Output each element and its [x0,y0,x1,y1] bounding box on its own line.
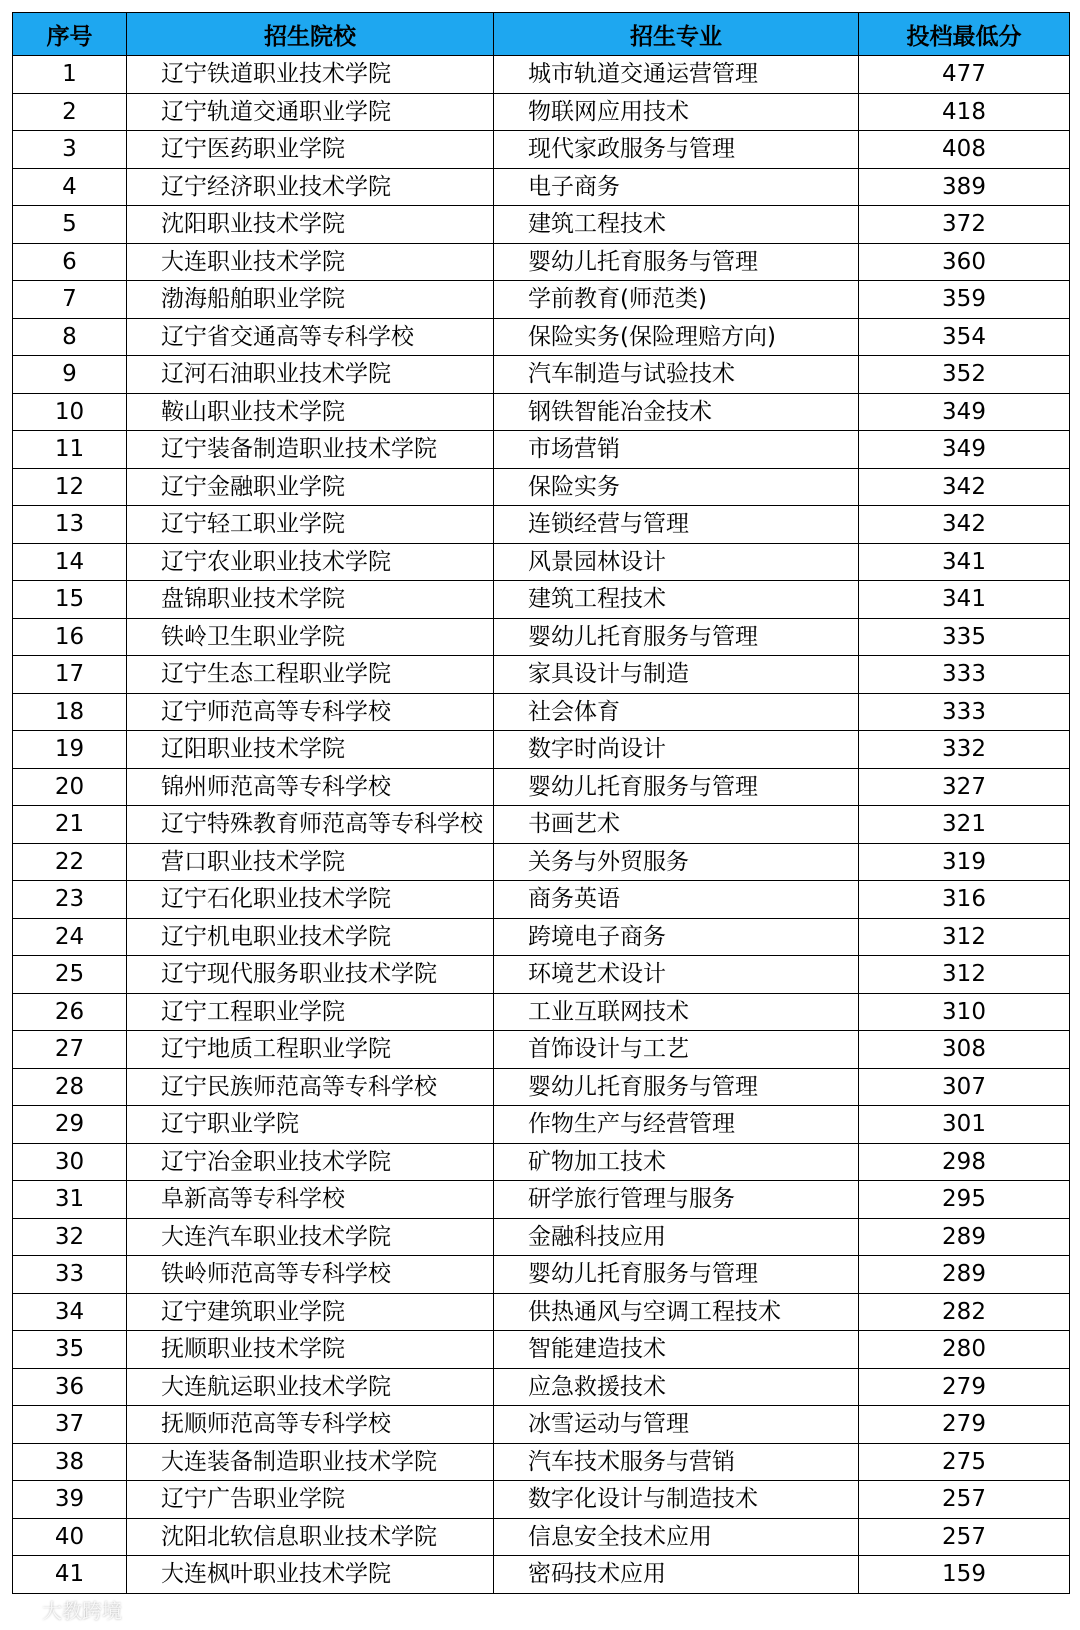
cell-school: 辽宁职业学院 [127,1106,494,1144]
table-row [13,1406,1070,1444]
table-row [13,318,1070,356]
table-row [13,881,1070,919]
cell-min-score: 310 [859,993,1070,1031]
cell-number: 39 [13,1481,127,1519]
cell-major: 数字化设计与制造技术 [494,1481,859,1519]
cell-number: 29 [13,1106,127,1144]
cell-min-score: 418 [859,93,1070,131]
cell-major: 电子商务 [494,168,859,206]
cell-min-score: 289 [859,1218,1070,1256]
cell-major: 书画艺术 [494,806,859,844]
cell-number: 20 [13,768,127,806]
table-row [13,1106,1070,1144]
cell-min-score: 312 [859,956,1070,994]
cell-school: 辽宁金融职业学院 [127,468,494,506]
cell-min-score: 408 [859,131,1070,169]
cell-school: 铁岭师范高等专科学校 [127,1256,494,1294]
cell-min-score: 301 [859,1106,1070,1144]
cell-number: 27 [13,1031,127,1069]
cell-min-score: 159 [859,1556,1070,1594]
cell-min-score: 327 [859,768,1070,806]
cell-min-score: 312 [859,918,1070,956]
table-body [13,56,1070,1594]
cell-number: 32 [13,1218,127,1256]
cell-school: 辽宁工程职业学院 [127,993,494,1031]
cell-school: 辽宁冶金职业技术学院 [127,1143,494,1181]
table-row [13,206,1070,244]
table-row [13,806,1070,844]
cell-major: 建筑工程技术 [494,206,859,244]
cell-number: 8 [13,318,127,356]
cell-number: 26 [13,993,127,1031]
table-row [13,506,1070,544]
cell-major: 保险实务 [494,468,859,506]
cell-school: 大连航运职业技术学院 [127,1368,494,1406]
cell-number: 30 [13,1143,127,1181]
cell-major: 汽车制造与试验技术 [494,356,859,394]
cell-school: 阜新高等专科学校 [127,1181,494,1219]
cell-school: 盘锦职业技术学院 [127,581,494,619]
table-row [13,768,1070,806]
cell-school: 辽宁生态工程职业学院 [127,656,494,694]
admission-score-table-container [12,12,1069,1594]
cell-major: 婴幼儿托育服务与管理 [494,1256,859,1294]
cell-min-score: 319 [859,843,1070,881]
table-row [13,1031,1070,1069]
cell-number: 19 [13,731,127,769]
cell-major: 冰雪运动与管理 [494,1406,859,1444]
cell-major: 研学旅行管理与服务 [494,1181,859,1219]
cell-number: 37 [13,1406,127,1444]
cell-major: 连锁经营与管理 [494,506,859,544]
cell-number: 38 [13,1443,127,1481]
cell-major: 数字时尚设计 [494,731,859,769]
cell-number: 36 [13,1368,127,1406]
cell-min-score: 389 [859,168,1070,206]
table-row [13,1068,1070,1106]
table-row [13,956,1070,994]
admission-score-table [12,12,1070,1594]
cell-major: 物联网应用技术 [494,93,859,131]
cell-major: 跨境电子商务 [494,918,859,956]
cell-min-score: 332 [859,731,1070,769]
cell-number: 40 [13,1518,127,1556]
table-row [13,618,1070,656]
cell-school: 辽宁轨道交通职业学院 [127,93,494,131]
cell-school: 大连汽车职业技术学院 [127,1218,494,1256]
table-row [13,1256,1070,1294]
cell-major: 现代家政服务与管理 [494,131,859,169]
table-row [13,281,1070,319]
watermark [8,1595,122,1624]
cell-school: 辽宁石化职业技术学院 [127,881,494,919]
table-row [13,1481,1070,1519]
cell-min-score: 341 [859,581,1070,619]
table-header [13,13,1070,56]
cell-number: 12 [13,468,127,506]
table-row [13,168,1070,206]
cell-min-score: 342 [859,506,1070,544]
header-school: 招生院校 [127,13,494,56]
cell-school: 沈阳北软信息职业技术学院 [127,1518,494,1556]
table-row [13,393,1070,431]
cell-school: 抚顺师范高等专科学校 [127,1406,494,1444]
cell-major: 保险实务(保险理赔方向) [494,318,859,356]
cell-number: 5 [13,206,127,244]
cell-number: 25 [13,956,127,994]
cell-school: 辽宁师范高等专科学校 [127,693,494,731]
cell-school: 锦州师范高等专科学校 [127,768,494,806]
chat-bubbles-icon [8,1599,38,1621]
cell-major: 环境艺术设计 [494,956,859,994]
cell-number: 11 [13,431,127,469]
cell-school: 辽宁省交通高等专科学校 [127,318,494,356]
cell-major: 工业互联网技术 [494,993,859,1031]
cell-school: 辽河石油职业技术学院 [127,356,494,394]
table-row [13,243,1070,281]
cell-school: 辽宁民族师范高等专科学校 [127,1068,494,1106]
cell-number: 22 [13,843,127,881]
cell-number: 15 [13,581,127,619]
cell-school: 大连装备制造职业技术学院 [127,1443,494,1481]
cell-major: 供热通风与空调工程技术 [494,1293,859,1331]
table-row [13,918,1070,956]
cell-min-score: 282 [859,1293,1070,1331]
cell-min-score: 298 [859,1143,1070,1181]
cell-min-score: 275 [859,1443,1070,1481]
cell-min-score: 295 [859,1181,1070,1219]
cell-number: 14 [13,543,127,581]
table-row [13,356,1070,394]
cell-min-score: 359 [859,281,1070,319]
table-row [13,1443,1070,1481]
header-number: 序号 [13,13,127,56]
cell-major: 市场营销 [494,431,859,469]
cell-major: 钢铁智能冶金技术 [494,393,859,431]
table-row [13,1181,1070,1219]
cell-min-score: 289 [859,1256,1070,1294]
table-row [13,468,1070,506]
watermark-text: 大教跨境 [42,1599,122,1623]
cell-number: 1 [13,56,127,94]
cell-major: 信息安全技术应用 [494,1518,859,1556]
cell-number: 21 [13,806,127,844]
table-row [13,1143,1070,1181]
cell-number: 10 [13,393,127,431]
cell-major: 关务与外贸服务 [494,843,859,881]
cell-number: 4 [13,168,127,206]
cell-major: 家具设计与制造 [494,656,859,694]
cell-major: 密码技术应用 [494,1556,859,1594]
cell-number: 33 [13,1256,127,1294]
cell-min-score: 349 [859,393,1070,431]
table-row [13,543,1070,581]
cell-number: 3 [13,131,127,169]
table-row [13,93,1070,131]
table-row [13,1293,1070,1331]
cell-min-score: 341 [859,543,1070,581]
header-min-score: 投档最低分 [859,13,1070,56]
table-row [13,431,1070,469]
cell-school: 辽宁现代服务职业技术学院 [127,956,494,994]
header-major: 招生专业 [494,13,859,56]
table-row [13,656,1070,694]
cell-major: 婴幼儿托育服务与管理 [494,1068,859,1106]
cell-number: 16 [13,618,127,656]
cell-min-score: 477 [859,56,1070,94]
table-row [13,843,1070,881]
cell-min-score: 279 [859,1406,1070,1444]
cell-min-score: 333 [859,656,1070,694]
cell-major: 矿物加工技术 [494,1143,859,1181]
cell-major: 首饰设计与工艺 [494,1031,859,1069]
cell-min-score: 349 [859,431,1070,469]
cell-school: 辽宁医药职业学院 [127,131,494,169]
cell-min-score: 335 [859,618,1070,656]
table-row [13,693,1070,731]
cell-major: 金融科技应用 [494,1218,859,1256]
cell-major: 汽车技术服务与营销 [494,1443,859,1481]
header-row [13,13,1070,56]
cell-number: 28 [13,1068,127,1106]
cell-min-score: 333 [859,693,1070,731]
cell-school: 辽宁装备制造职业技术学院 [127,431,494,469]
cell-min-score: 354 [859,318,1070,356]
table-row [13,1368,1070,1406]
cell-school: 辽阳职业技术学院 [127,731,494,769]
cell-major: 社会体育 [494,693,859,731]
cell-min-score: 307 [859,1068,1070,1106]
cell-min-score: 321 [859,806,1070,844]
cell-school: 鞍山职业技术学院 [127,393,494,431]
cell-school: 大连枫叶职业技术学院 [127,1556,494,1594]
cell-number: 7 [13,281,127,319]
cell-number: 41 [13,1556,127,1594]
cell-school: 辽宁轻工职业学院 [127,506,494,544]
cell-school: 辽宁地质工程职业学院 [127,1031,494,1069]
cell-major: 商务英语 [494,881,859,919]
cell-number: 17 [13,656,127,694]
cell-number: 9 [13,356,127,394]
cell-number: 35 [13,1331,127,1369]
cell-major: 学前教育(师范类) [494,281,859,319]
table-row [13,1556,1070,1594]
table-row [13,56,1070,94]
cell-major: 婴幼儿托育服务与管理 [494,768,859,806]
table-row [13,581,1070,619]
table-row [13,1331,1070,1369]
cell-major: 作物生产与经营管理 [494,1106,859,1144]
cell-school: 抚顺职业技术学院 [127,1331,494,1369]
cell-number: 2 [13,93,127,131]
table-row [13,731,1070,769]
cell-school: 辽宁机电职业技术学院 [127,918,494,956]
cell-min-score: 342 [859,468,1070,506]
cell-number: 13 [13,506,127,544]
cell-min-score: 257 [859,1481,1070,1519]
table-row [13,131,1070,169]
cell-min-score: 372 [859,206,1070,244]
cell-school: 大连职业技术学院 [127,243,494,281]
cell-major: 智能建造技术 [494,1331,859,1369]
cell-school: 辽宁铁道职业技术学院 [127,56,494,94]
cell-number: 23 [13,881,127,919]
cell-school: 营口职业技术学院 [127,843,494,881]
cell-school: 辽宁特殊教育师范高等专科学校 [127,806,494,844]
cell-school: 渤海船舶职业学院 [127,281,494,319]
cell-school: 辽宁建筑职业学院 [127,1293,494,1331]
cell-min-score: 316 [859,881,1070,919]
cell-min-score: 352 [859,356,1070,394]
table-row [13,1218,1070,1256]
cell-min-score: 308 [859,1031,1070,1069]
table-row [13,993,1070,1031]
cell-number: 34 [13,1293,127,1331]
cell-school: 辽宁经济职业技术学院 [127,168,494,206]
table-row [13,1518,1070,1556]
cell-min-score: 279 [859,1368,1070,1406]
cell-school: 沈阳职业技术学院 [127,206,494,244]
cell-major: 婴幼儿托育服务与管理 [494,618,859,656]
cell-school: 辽宁广告职业学院 [127,1481,494,1519]
cell-number: 24 [13,918,127,956]
cell-major: 婴幼儿托育服务与管理 [494,243,859,281]
cell-major: 城市轨道交通运营管理 [494,56,859,94]
cell-major: 应急救援技术 [494,1368,859,1406]
cell-major: 风景园林设计 [494,543,859,581]
cell-min-score: 257 [859,1518,1070,1556]
cell-number: 18 [13,693,127,731]
cell-major: 建筑工程技术 [494,581,859,619]
cell-min-score: 280 [859,1331,1070,1369]
cell-min-score: 360 [859,243,1070,281]
cell-school: 辽宁农业职业技术学院 [127,543,494,581]
cell-number: 6 [13,243,127,281]
cell-number: 31 [13,1181,127,1219]
cell-school: 铁岭卫生职业学院 [127,618,494,656]
